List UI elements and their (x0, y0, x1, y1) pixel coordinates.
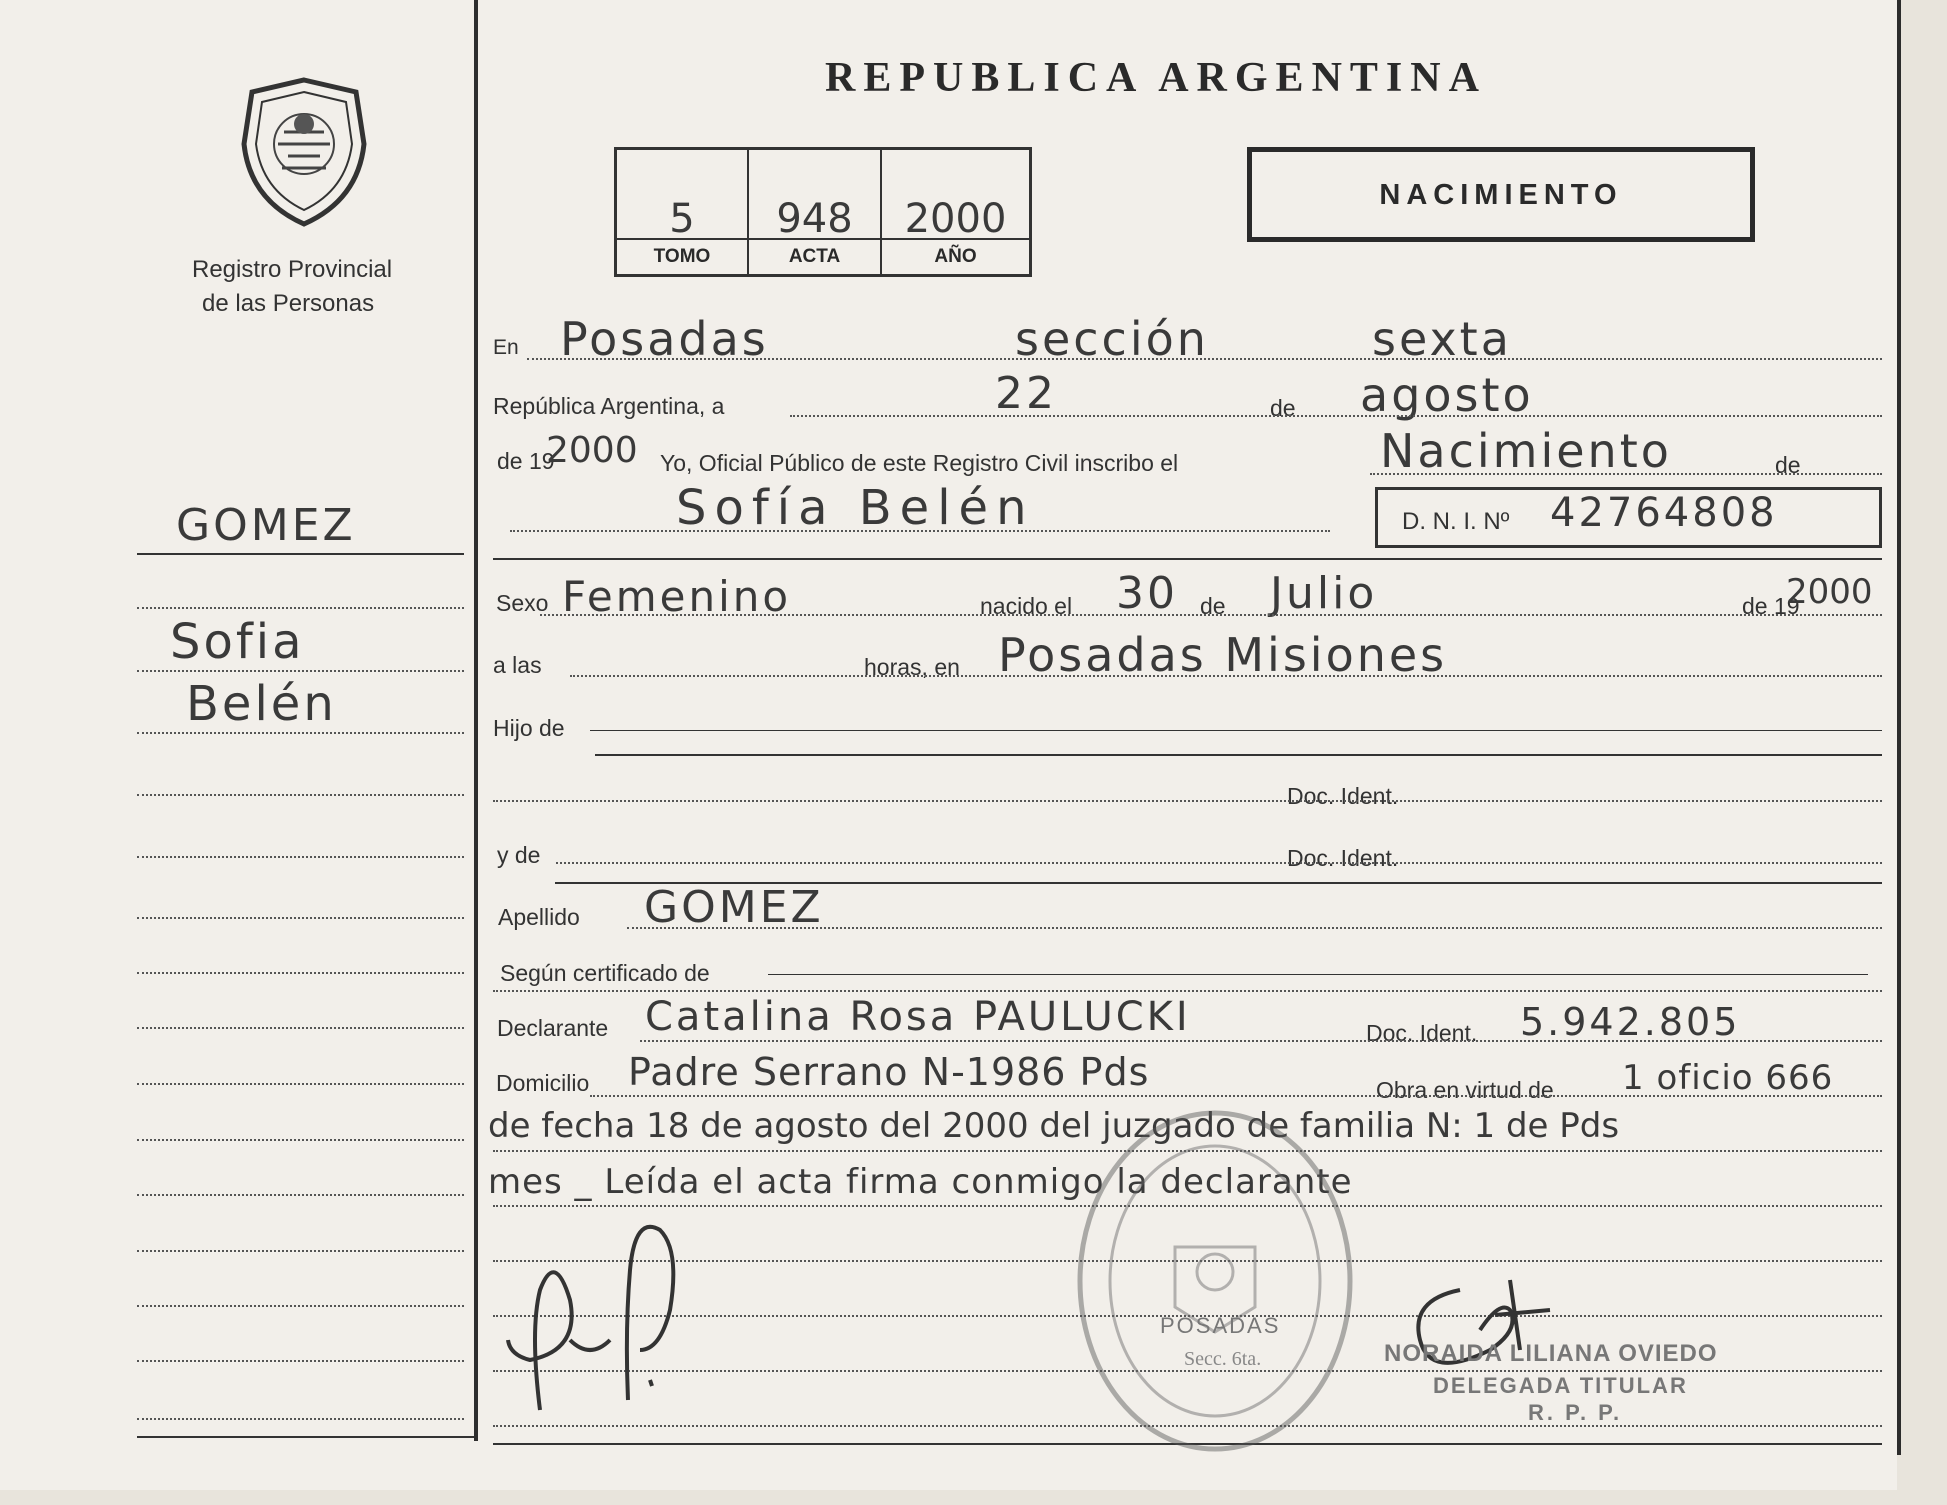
registry-name-line1: Registro Provincial (192, 256, 393, 283)
document-type-box: NACIMIENTO (1247, 147, 1755, 242)
margin-line (137, 1194, 464, 1196)
row-line-oficial (1370, 473, 1882, 475)
oficial-text: Yo, Oficial Público de este Registro Civil inscribo el (660, 450, 1179, 476)
margin-line (137, 670, 464, 672)
row-line-horas (570, 675, 1882, 677)
stamp-section: Secc. 6ta. (1184, 1348, 1262, 1370)
obra-value: 1 oficio 666 (1622, 1058, 1834, 1098)
anio-label: AÑO (882, 238, 1029, 274)
apellido-value: GOMEZ (644, 882, 824, 933)
section-rule (493, 558, 1882, 560)
domicilio-value: Padre Serrano N-1986 Pds (628, 1050, 1150, 1094)
margin-line (137, 607, 464, 609)
row-line-declarante (640, 1040, 1882, 1042)
birth-year-prefix: de 19 (1742, 593, 1800, 619)
declarante-value: Catalina Rosa PAULUCKI (645, 994, 1191, 1040)
margin-line (137, 1027, 464, 1029)
en-label: En (493, 336, 519, 359)
official-role: DELEGADA TITULAR (1433, 1373, 1688, 1398)
birth-year: 2000 (1786, 572, 1873, 612)
date-de-label: de (1270, 395, 1296, 421)
act-value: Nacimiento (1380, 424, 1672, 478)
doc-ident-label-1: Doc. Ident. (1287, 783, 1399, 809)
doc-ident-label-2: Doc. Ident. (1287, 845, 1399, 871)
dni-value: 42764808 (1550, 490, 1778, 536)
y-de-label: y de (497, 842, 541, 868)
official-name: NORAIDA LILIANA OVIEDO (1384, 1340, 1718, 1367)
horas-label: horas, en (864, 654, 960, 680)
birth-month-de-label: de (1200, 593, 1226, 619)
declarant-signature-icon (500, 1210, 720, 1415)
tomo-label: TOMO (617, 238, 747, 274)
margin-line (137, 1305, 464, 1307)
acta-label: ACTA (749, 238, 880, 274)
row-line-yde (556, 862, 1882, 864)
sexo-label: Sexo (496, 590, 549, 616)
margin-rule (137, 553, 464, 555)
registry-name-line2: de las Personas (202, 290, 375, 317)
margin-bottom-rule (137, 1436, 474, 1438)
row-line-segun-2 (493, 990, 1882, 992)
birth-day: 30 (1116, 568, 1178, 619)
provincial-seal-icon (238, 74, 370, 228)
official-org: R. P. P. (1528, 1400, 1623, 1425)
row-line-en (527, 358, 1882, 360)
page-right-border (1897, 0, 1901, 1455)
row-line-domicilio (590, 1095, 1882, 1097)
dni-label: D. N. I. Nº (1402, 508, 1510, 535)
apellido-label: Apellido (498, 904, 580, 930)
row-line-doc1 (493, 800, 1882, 802)
header-title: REPUBLICA ARGENTINA (825, 55, 1487, 101)
child-name: Sofía Belén (676, 480, 1035, 536)
year-prefix-label: de 19 (497, 448, 555, 474)
row-line-date (790, 415, 1882, 417)
stamp-city: POSADAS (1160, 1313, 1281, 1338)
row-line-apellido (627, 927, 1882, 929)
declarante-doc: 5.942.805 (1520, 1000, 1741, 1044)
tomo-cell (617, 150, 749, 274)
tomo-value: 5 (669, 196, 695, 242)
seccion-word: sección (1015, 312, 1209, 366)
margin-line (137, 1360, 464, 1362)
margin-line (137, 856, 464, 858)
seccion-value: sexta (1372, 312, 1512, 366)
anio-value: 2000 (904, 196, 1007, 242)
hijo-label: Hijo de (493, 715, 565, 741)
domicilio-label: Domicilio (496, 1070, 590, 1096)
row-line-hijo (590, 730, 1882, 731)
a-las-label: a las (493, 652, 542, 678)
margin-surname: GOMEZ (176, 500, 356, 551)
extra-line-2: mes _ Leída el acta firma conmigo la declarante (488, 1162, 1353, 1202)
margin-given-name-2: Belén (186, 676, 337, 732)
declarante-label: Declarante (497, 1015, 609, 1041)
segun-label: Según certificado de (500, 960, 710, 986)
row-line-name (510, 530, 1330, 532)
margin-line (137, 1418, 464, 1420)
obra-label: Obra en virtud de (1376, 1077, 1554, 1103)
official-signature-icon (1400, 1270, 1580, 1390)
sexo-value: Femenino (562, 572, 792, 621)
place-value: Posadas (560, 312, 769, 366)
margin-given-name-1: Sofia (170, 614, 305, 670)
nacido-label: nacido el (980, 593, 1073, 619)
margin-line (137, 794, 464, 796)
year-value: 2000 (546, 430, 638, 471)
act-de-label: de (1775, 452, 1801, 478)
anio-cell (882, 150, 1029, 274)
acta-value: 948 (776, 196, 853, 242)
birth-place: Posadas Misiones (998, 628, 1448, 682)
record-number-table (614, 147, 1032, 277)
birth-month: Julio (1270, 568, 1378, 619)
day-value: 22 (995, 368, 1057, 419)
margin-line (137, 1083, 464, 1085)
row-line-sexo (540, 614, 1882, 616)
margin-line (137, 1250, 464, 1252)
extra-line-1: de fecha 18 de agosto del 2000 del juzgado de familia N: 1 de Pds (488, 1106, 1620, 1146)
margin-line (137, 972, 464, 974)
republica-label: República Argentina, a (493, 393, 725, 419)
margin-line (137, 917, 464, 919)
row-line-segun (768, 974, 1868, 975)
margin-line (137, 1139, 464, 1141)
margin-line (137, 732, 464, 734)
row-line-hijo-2 (595, 754, 1882, 756)
margin-divider (474, 0, 478, 1441)
acta-cell (749, 150, 882, 274)
registry-stamp-icon (1075, 1107, 1355, 1455)
doc-ident-label-3: Doc. Ident. (1366, 1020, 1478, 1046)
month-value: agosto (1360, 368, 1534, 422)
